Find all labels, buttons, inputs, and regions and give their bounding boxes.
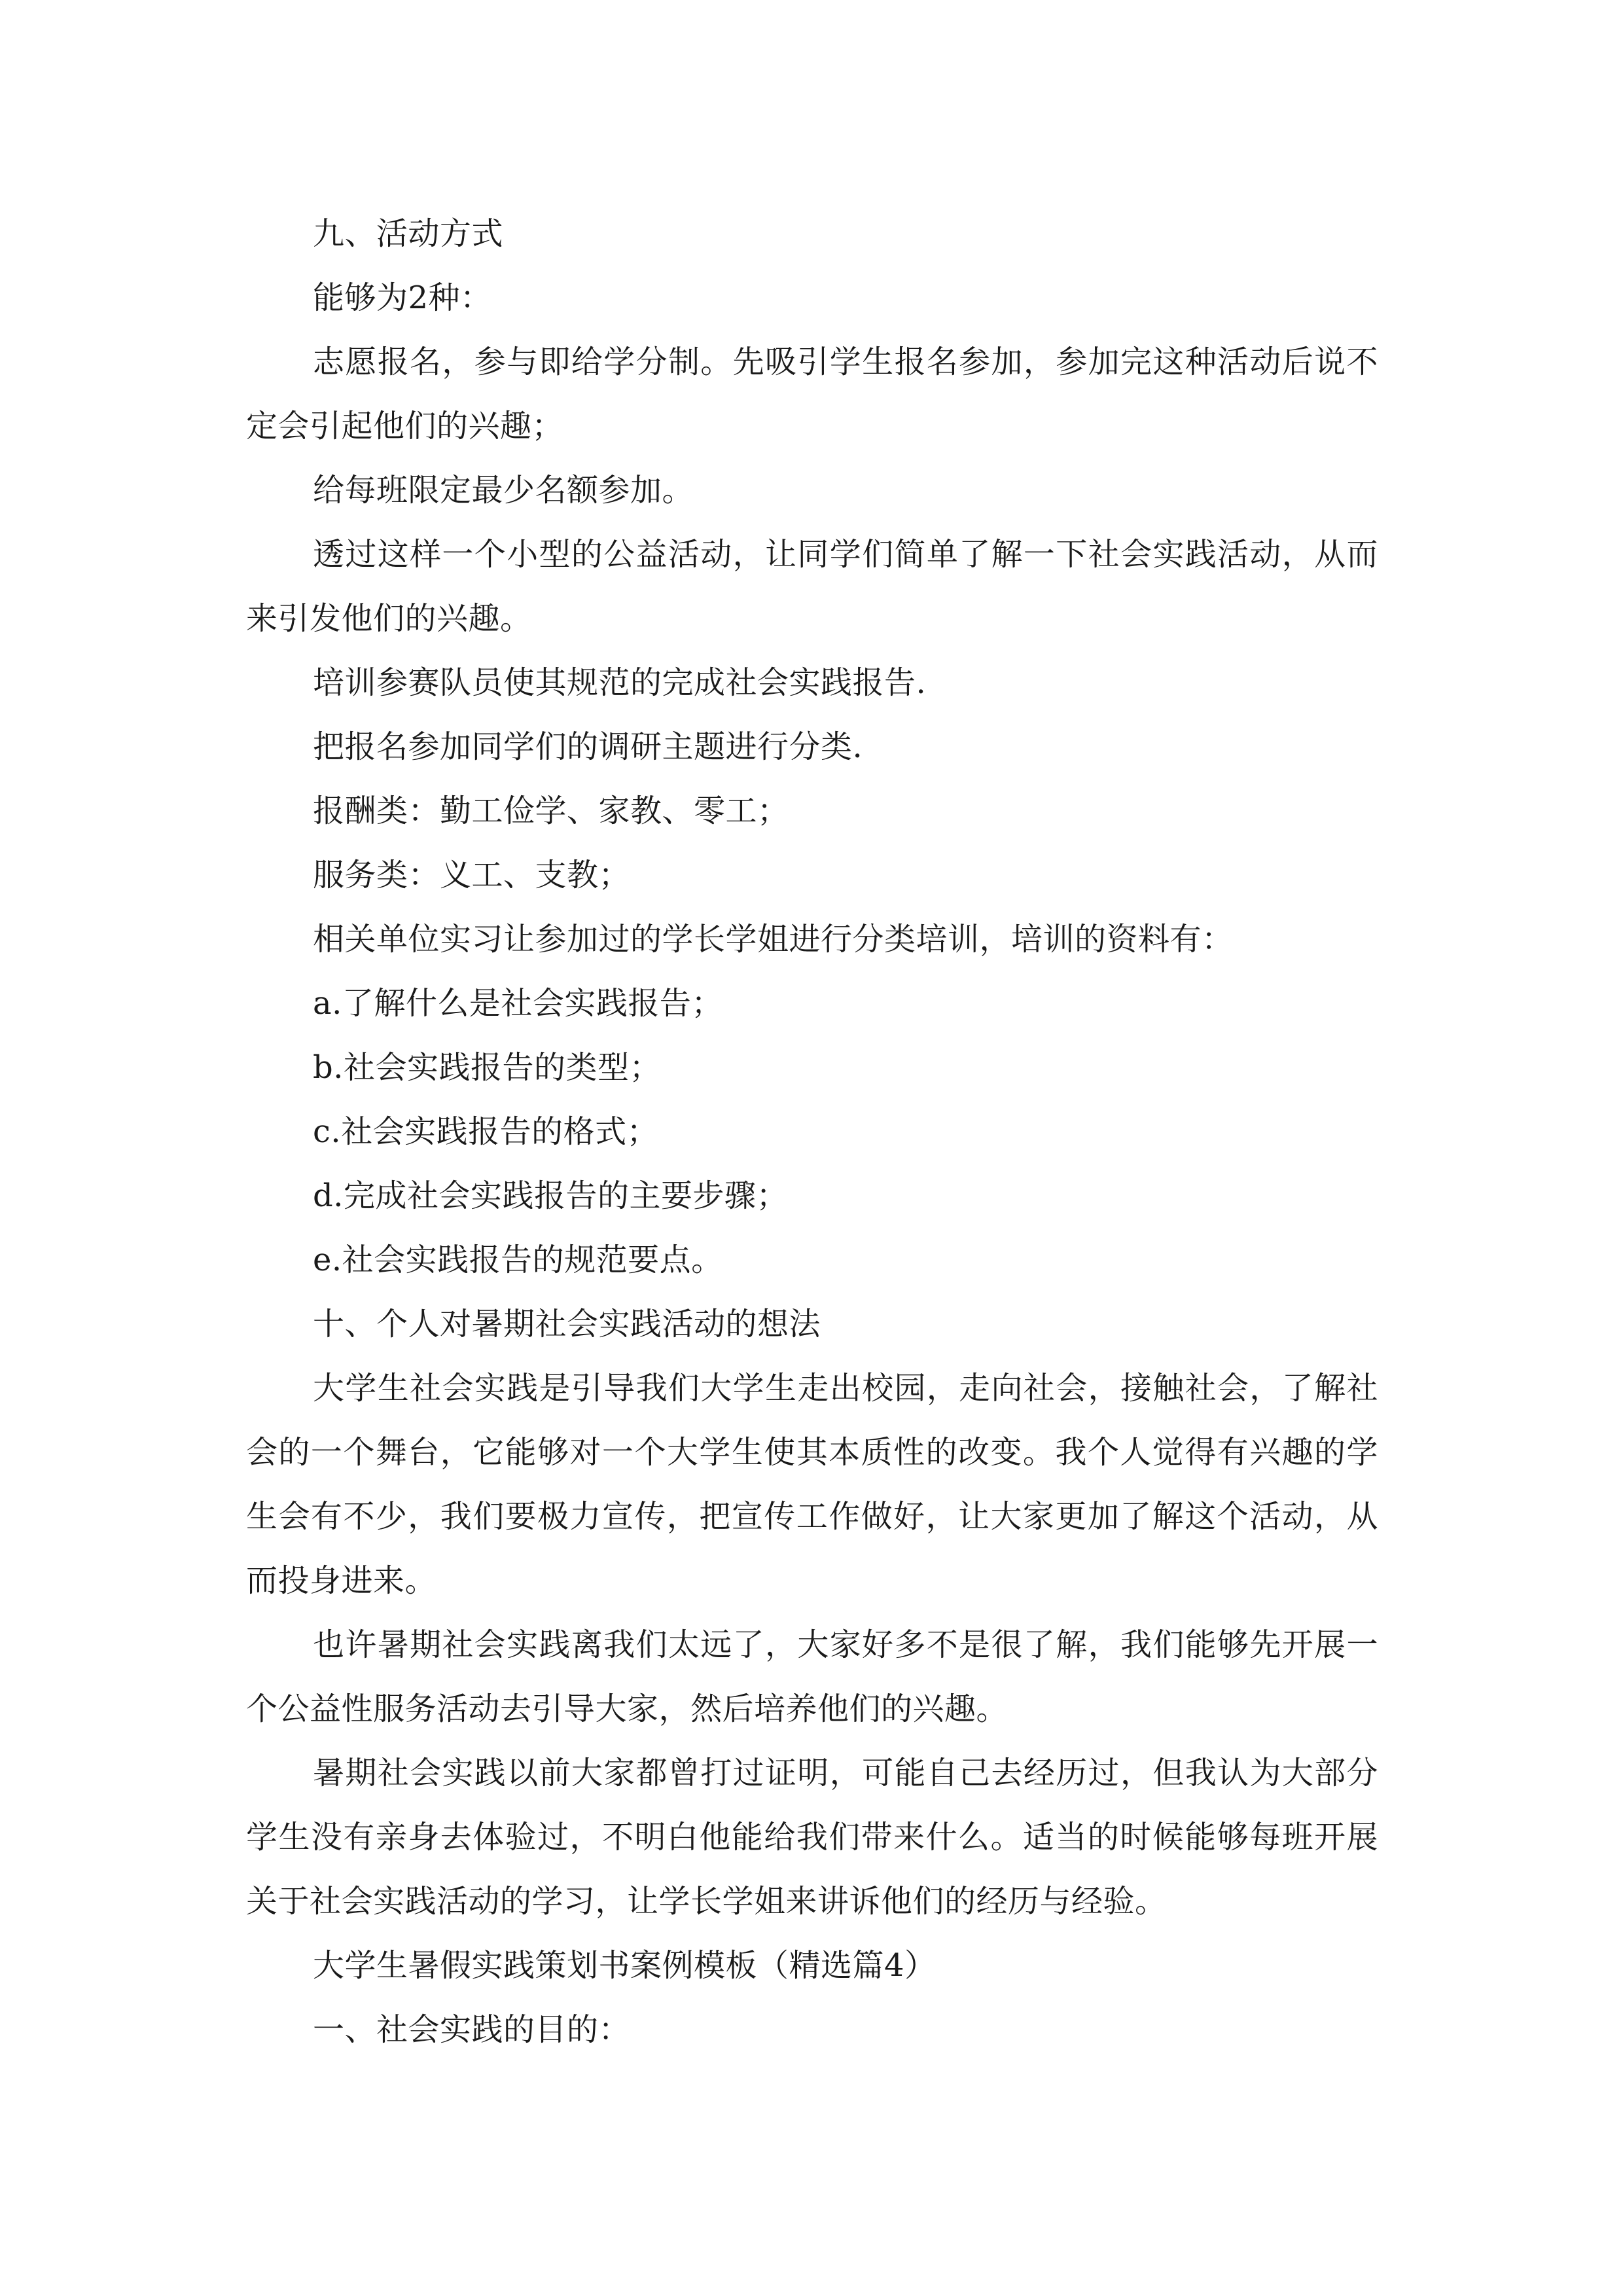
paragraph: 报酬类：勤工俭学、家教、零工； — [313, 793, 789, 829]
paragraph: 服务类：义工、支教； — [313, 857, 631, 893]
document-body — [246, 202, 1378, 2062]
section-heading-activity-method: 九、活动方式 — [313, 215, 504, 252]
paragraph: 培训参赛队员使其规范的完成社会实践报告. — [313, 664, 927, 701]
paragraph: 能够为2种： — [313, 279, 492, 316]
section-heading-purpose: 一、社会实践的目的： — [313, 2011, 631, 2048]
paragraph: 把报名参加同学们的调研主题进行分类. — [313, 728, 863, 765]
paragraph: 相关单位实习让参加过的学长学姐进行分类培训，培训的资料有： — [313, 921, 1234, 958]
list-item: e.社会实践报告的规范要点。 — [313, 1242, 723, 1278]
list-item: a.了解什么是社会实践报告； — [313, 985, 723, 1022]
paragraph: 志愿报名，参与即给学分制。先吸引学生报名参加，参加完这种活动后说不定会引起他们的兴趣； — [246, 344, 1378, 444]
section-heading-personal-thoughts: 十、个人对暑期社会实践活动的想法 — [313, 1306, 821, 1342]
paragraph: 给每班限定最少名额参加。 — [313, 472, 694, 509]
paragraph: 也许暑期社会实践离我们太远了，大家好多不是很了解，我们能够先开展一个公益性服务活动去引导大家，然后培养他们的兴趣。 — [246, 1626, 1378, 1727]
paragraph: 大学生社会实践是引导我们大学生走出校园，走向社会，接触社会，了解社会的一个舞台，它能够对一个大学生使其本质性的改变。我个人觉得有兴趣的学生会有不少，我们要极力宣传，把宣传工作做好，让大家更加了解这个活动，从而投身进来。 — [246, 1370, 1378, 1599]
list-item: b.社会实践报告的类型； — [313, 1049, 661, 1086]
paragraph: 暑期社会实践以前大家都曾打过证明，可能自己去经历过，但我认为大部分学生没有亲身去体验过，不明白他能给我们带来什么。适当的时候能够每班开展关于社会实践活动的学习，让学长学姐来讲诉他们的经历与经验。 — [246, 1755, 1378, 1920]
paragraph: 透过这样一个小型的公益活动，让同学们简单了解一下社会实践活动，从而来引发他们的兴趣。 — [246, 536, 1378, 637]
list-item: c.社会实践报告的格式； — [313, 1113, 659, 1150]
list-item: d.完成社会实践报告的主要步骤； — [313, 1177, 788, 1214]
document-subtitle: 大学生暑假实践策划书案例模板（精选篇4） — [313, 1947, 936, 1984]
